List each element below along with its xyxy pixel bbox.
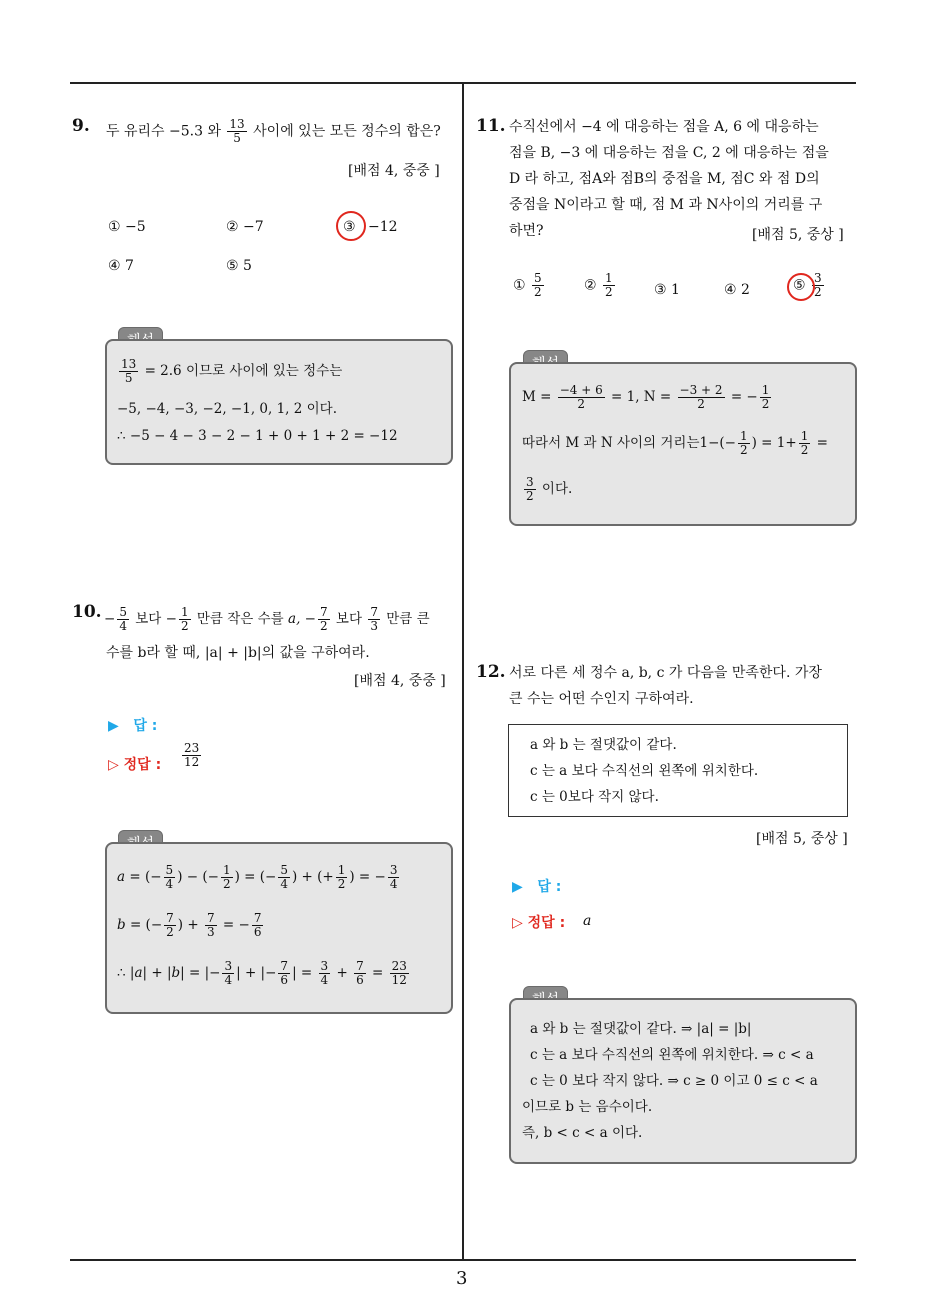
q12-condition-2: c 는 a 보다 수직선의 왼쪽에 위치한다. xyxy=(530,763,759,779)
q12-line1: 서로 다른 세 정수 a, b, c 가 다음을 만족한다. 가장 xyxy=(509,665,822,681)
q11-exp-line1: M = $\frac{-4 + 6}{2}$ = 1, N = $\frac{-3 + 2}{2}$ = − $\frac{1}{2}$ xyxy=(522,383,770,411)
q11-meta: [배점 5, 중상 ] xyxy=(752,227,844,243)
play-icon: ▶ xyxy=(108,718,119,734)
q12-exp-line4: 이므로 b 는 음수이다. xyxy=(522,1099,653,1115)
q12-line2: 큰 수는 어떤 수인지 구하여라. xyxy=(509,691,694,707)
q9-exp-line1: $\frac{13}{5}$ = 2.6 이므로 사이에 있는 정수는 xyxy=(121,357,343,385)
q12-condition-1: a 와 b 는 절댓값이 같다. xyxy=(530,737,677,753)
q11-number: 11. xyxy=(476,116,506,136)
q11-line3: D 라 하고, 점A와 점B의 중점을 M, 점C 와 점 D의 xyxy=(509,171,820,187)
column-divider xyxy=(462,84,464,1260)
q11-line4: 중점을 N이라고 할 때, 점 M 과 N사이의 거리를 구 xyxy=(509,197,823,213)
q10-meta: [배점 4, 중중 ] xyxy=(354,673,446,689)
q9-text-b: 사이에 있는 모든 정수의 합은? xyxy=(253,123,441,140)
bottom-rule xyxy=(70,1259,856,1261)
q9-number: 9. xyxy=(72,116,90,136)
q9-question xyxy=(106,118,441,146)
q9-choice-4[interactable]: ④ 7 xyxy=(108,258,134,274)
q9-choice-1[interactable]: ① −5 xyxy=(108,219,146,235)
q9-exp-line3: ∴ −5 − 4 − 3 − 2 − 1 + 0 + 1 + 2 = −12 xyxy=(117,428,398,444)
q12-correct-label: ▷ 정답 : xyxy=(512,915,566,931)
q10-exp-line2: b = (− $\frac{7}{2}$ ) + $\frac{7}{3}$ = − $\frac{7}{6}$ xyxy=(117,911,262,939)
q10-exp-line3: ∴ |a| + |b| = |− $\frac{3}{4}$ | + |− $\frac{7}{6}$ | = $\frac{3}{4}$ + $\frac{7}{6}$ = $\frac{23}{12}$ xyxy=(117,959,407,987)
q11-line2: 점을 B, −3 에 대응하는 점을 C, 2 에 대응하는 점을 xyxy=(509,145,829,161)
q9-meta: [배점 4, 중중 ] xyxy=(348,163,440,179)
q11-exp-line2: 따라서 M 과 N 사이의 거리는1−(− $\frac{1}{2}$ ) = 1+ $\frac{1}{2}$ = xyxy=(522,429,828,457)
q11-exp-line3: $\frac{3}{2}$ 이다. xyxy=(526,475,573,503)
q11-line1: 수직선에서 −4 에 대응하는 점을 A, 6 에 대응하는 xyxy=(509,119,819,135)
q12-exp-line2: c 는 a 보다 수직선의 왼쪽에 위치한다. ⇒ c < a xyxy=(530,1047,814,1063)
q10-question-line1: − $\frac{5}{4}$ 보다 − $\frac{1}{2}$ 만큼 작은 수를 a, − $\frac{7}{2}$ 보다 $\frac{7}{3}$ 만큼 큰 xyxy=(104,605,430,633)
q11-choice-4[interactable]: ④ 2 xyxy=(724,282,750,298)
q12-exp-line5: 즉, b < c < a 이다. xyxy=(522,1125,643,1141)
q12-correct-value: a xyxy=(583,913,592,929)
q9-choice-3-mark[interactable]: ③ xyxy=(343,219,356,235)
q10-correct-label: ▷ 정답 : xyxy=(108,757,162,773)
q12-meta: [배점 5, 중상 ] xyxy=(756,831,848,847)
q12-number: 12. xyxy=(476,662,506,682)
play-icon: ▶ xyxy=(512,879,523,895)
q11-selected-circle xyxy=(787,273,815,301)
q11-choice-5[interactable]: ⑤ $\frac{3}{2}$ xyxy=(793,271,822,299)
q10-exp-line1: a = (− $\frac{5}{4}$ ) − (− $\frac{1}{2}$ ) = (− $\frac{5}{4}$ ) + (+ $\frac{1}{2}$ ) = − $\frac{3}{4}$ xyxy=(117,863,398,891)
q9-choice-2[interactable]: ② −7 xyxy=(226,219,264,235)
q12-condition-3: c 는 0보다 작지 않다. xyxy=(530,789,659,805)
q11-choice-3[interactable]: ③ 1 xyxy=(654,282,680,298)
q9-fraction: $\frac{13}{5}$ xyxy=(229,117,245,145)
q11-line5: 하면? xyxy=(509,223,544,239)
q12-answer-label[interactable]: ▶ 답 : xyxy=(512,879,562,895)
q9-exp-line2: −5, −4, −3, −2, −1, 0, 1, 2 이다. xyxy=(117,401,338,417)
page-number: 3 xyxy=(456,1268,468,1289)
q9-choice-3-value[interactable]: −12 xyxy=(368,219,398,235)
q11-choice-2[interactable]: ② $\frac{1}{2}$ xyxy=(584,271,613,299)
q10-correct-value: $\frac{23}{12}$ xyxy=(184,741,200,769)
q11-choice-1[interactable]: ① $\frac{5}{2}$ xyxy=(513,271,542,299)
q9-selected-circle xyxy=(336,211,366,241)
q12-exp-line3: c 는 0 보다 작지 않다. ⇒ c ≥ 0 이고 0 ≤ c < a xyxy=(530,1073,818,1089)
triangle-outline-icon: ▷ xyxy=(512,915,523,931)
q10-answer-label[interactable]: ▶ 답 : xyxy=(108,718,158,734)
q9-choice-5[interactable]: ⑤ 5 xyxy=(226,258,252,274)
q10-question-line2: 수를 b라 할 때, |a| + |b|의 값을 구하여라. xyxy=(106,645,370,661)
q12-exp-line1: a 와 b 는 절댓값이 같다. ⇒ |a| = |b| xyxy=(530,1021,752,1037)
q10-number: 10. xyxy=(72,602,102,622)
q9-text-a: 두 유리수 −5.3 와 xyxy=(106,123,221,140)
triangle-outline-icon: ▷ xyxy=(108,757,119,773)
